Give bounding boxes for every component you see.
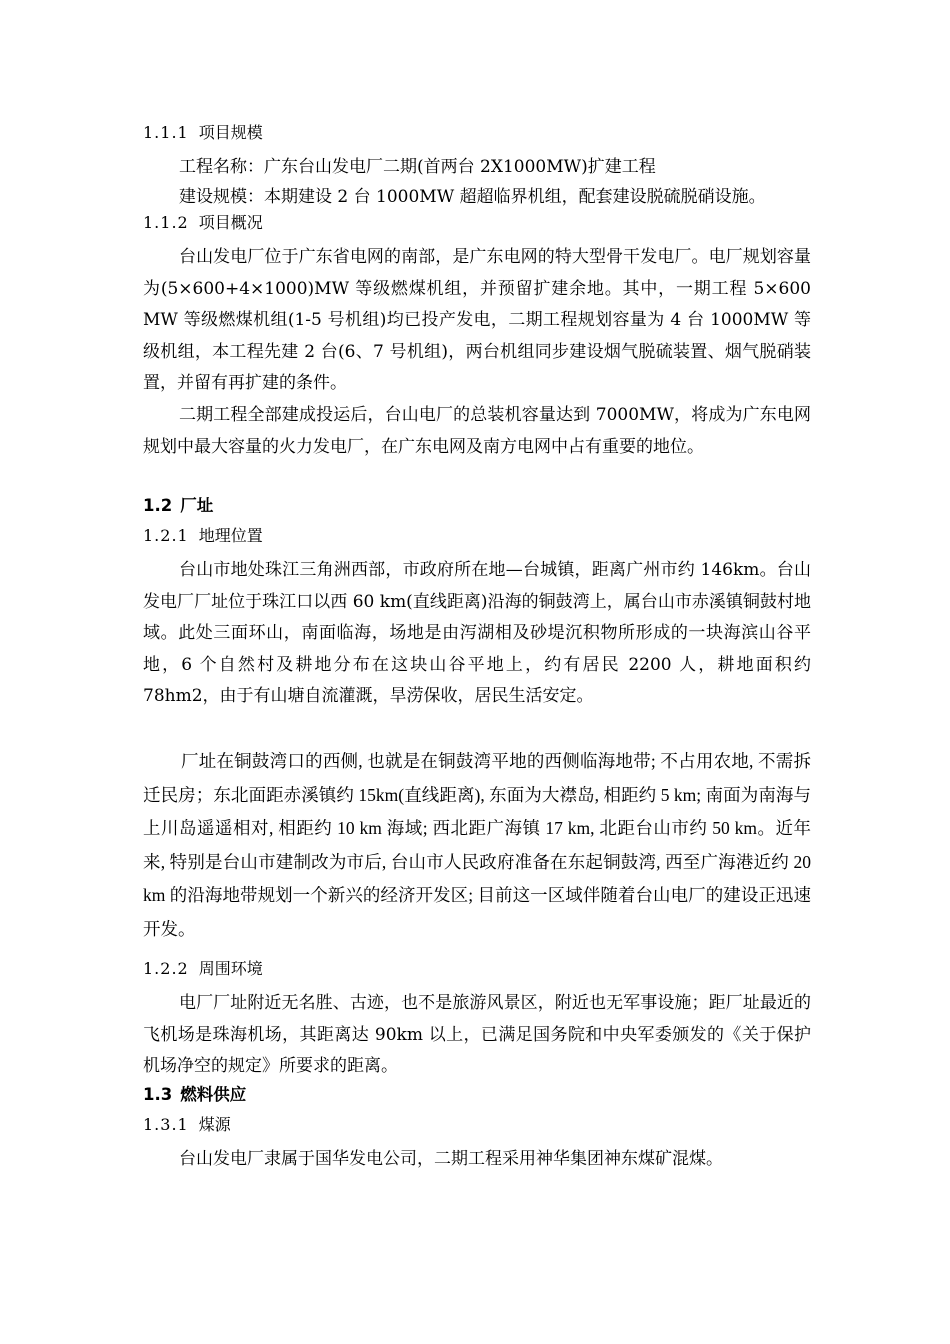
heading-1-3 — [143, 1084, 811, 1114]
paragraph-project-name: 工程名称：广东台山发电厂二期(首两台 2X1000MW)扩建工程 — [179, 157, 656, 177]
heading-1-1-2 — [143, 212, 811, 242]
paragraph-geography-1: 台山市地处珠江三角洲西部，市政府所在地—台城镇，距离广州市约 146km。台山发电厂厂址位于珠江口以西 60 km(直线距离)沿海的铜鼓湾上，属台山市赤溪镇铜鼓村地域。此处三面环山，南面临海，场地是由泻湖相及砂堤沉积物所形成的一块海滨山谷平地，6 个自然村及耕地分布在这块山谷平地上，约有居民 2200 人，耕地面积约 78hm2，由于有山塘自流灌溉，旱涝保收，居民生活安定。 — [143, 560, 811, 706]
paragraph-overview-2: 二期工程全部建成投运后，台山电厂的总装机容量达到 7000MW，将成为广东电网规划中最大容量的火力发电厂，在广东电网及南方电网中占有重要的地位。 — [143, 405, 811, 457]
section-number: 1.2.2 — [143, 959, 189, 978]
heading-1-3-1 — [143, 1114, 811, 1144]
section-title: 煤源 — [198, 1115, 231, 1134]
section-title: 地理位置 — [198, 526, 263, 545]
section-number: 1.2.1 — [143, 526, 189, 545]
section-title: 燃料供应 — [180, 1085, 247, 1104]
section-number: 1.1.2 — [143, 213, 189, 232]
section-number: 1.3.1 — [143, 1115, 189, 1134]
section-number: 1.2 — [143, 496, 173, 515]
section-number: 1.1.1 — [143, 123, 189, 142]
paragraph-geography-2: 厂址在铜鼓湾口的西侧, 也就是在铜鼓湾平地的西侧临海地带; 不占用农地, 不需拆迁民房；东北面距赤溪镇约 15km(直线距离), 东面为大襟岛, 相距约 5 km; 南面为南海与上川岛遥遥相对, 相距约 10 km 海域; 西北距广海镇 17 km, 北距台山市约 50 km。近年来, 特别是台山市建制改为市后, 台山市人民政府准备在东起铜鼓湾, 西至广海港近约 20 km 的沿海地带规划一个新兴的经济开发区; 目前这一区域伴随着台山电厂的建设正迅速开发。 — [143, 751, 811, 939]
section-title: 项目概况 — [198, 213, 263, 232]
paragraph-coal-source: 台山发电厂隶属于国华发电公司，二期工程采用神华集团神东煤矿混煤。 — [179, 1149, 723, 1169]
paragraph-environment: 电厂厂址附近无名胜、古迹，也不是旅游风景区，附近也无军事设施；距厂址最近的飞机场是珠海机场，其距离达 90km 以上，已满足国务院和中央军委颁发的《关于保护机场净空的规定》所要求的距离。 — [143, 993, 811, 1076]
heading-1-1-1 — [143, 122, 811, 152]
section-number: 1.3 — [143, 1085, 173, 1104]
heading-1-2-2 — [143, 958, 811, 988]
paragraph-construction-scale: 建设规模：本期建设 2 台 1000MW 超超临界机组，配套建设脱硫脱硝设施。 — [179, 187, 766, 207]
paragraph-overview-1: 台山发电厂位于广东省电网的南部，是广东电网的特大型骨干发电厂。电厂规划容量为(5×600+4×1000)MW 等级燃煤机组，并预留扩建余地。其中，一期工程 5×600 MW 等级燃煤机组(1-5 号机组)均已投产发电，二期工程规划容量为 4 台 1000MW 等级机组，本工程先建 2 台(6、7 号机组)，两台机组同步建设烟气脱硫装置、烟气脱硝装置，并留有再扩建的条件。 — [143, 247, 811, 393]
heading-1-2 — [143, 495, 811, 525]
heading-1-2-1 — [143, 525, 811, 555]
document-body — [143, 122, 811, 1174]
section-title: 厂址 — [180, 496, 214, 515]
section-title: 项目规模 — [198, 123, 263, 142]
section-title: 周围环境 — [198, 959, 263, 978]
